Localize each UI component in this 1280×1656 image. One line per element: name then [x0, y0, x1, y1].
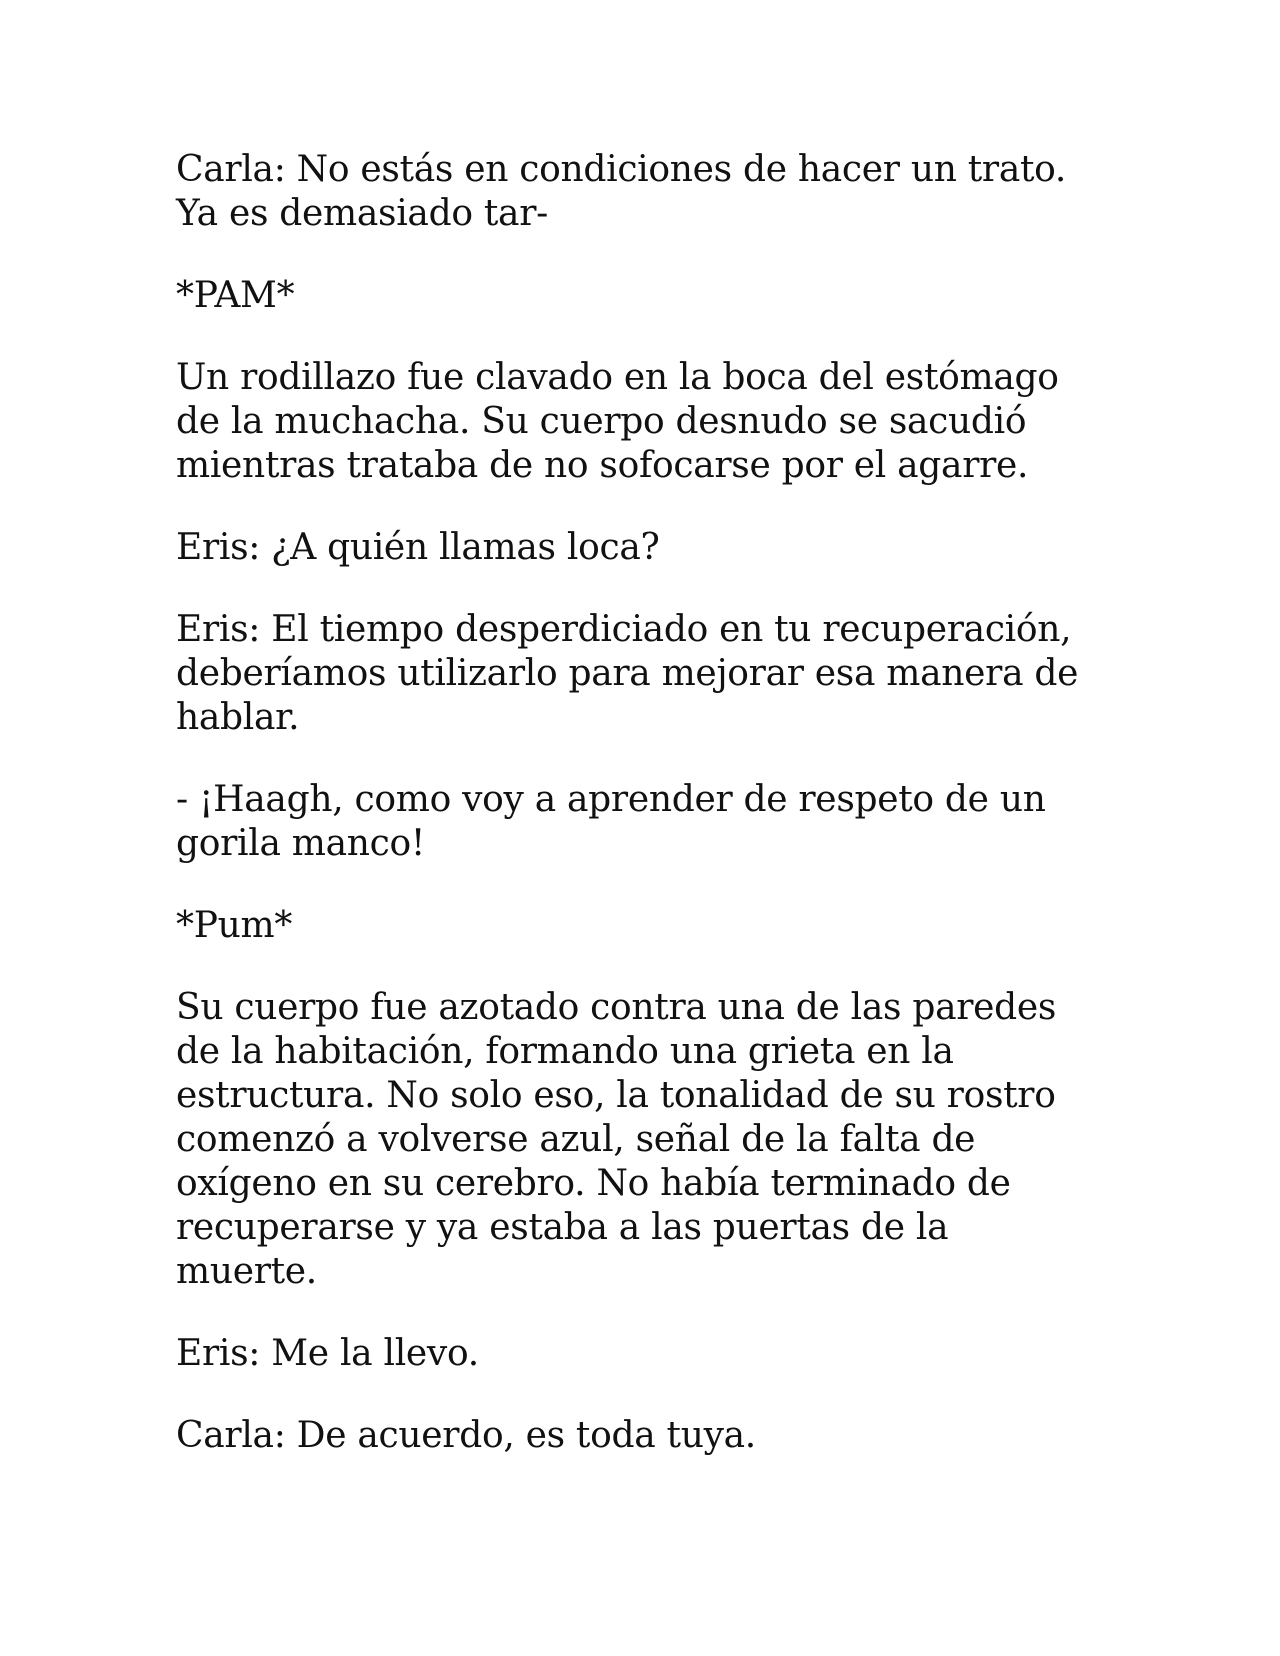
dialogue-carla-1: Carla: No estás en condiciones de hacer un trato. Ya es demasiado tar- [176, 149, 1067, 234]
dialogue-eris-3: Eris: Me la llevo. [176, 1333, 479, 1374]
dialogue-carla-2: Carla: De acuerdo, es toda tuya. [176, 1415, 756, 1456]
sound-effect-pum: *Pum* [176, 905, 293, 946]
narration-paragraph-2: Su cuerpo fue azotado contra una de las paredes de la habitación, formando una grieta en la estructura. No solo eso, la tonalidad de su rostro comenzó a volverse azul, señal de la falta de oxígeno en su cerebro. No había terminado de recuperarse y ya estaba a las puertas de la muerte. [176, 987, 1057, 1292]
dialogue-eris-1: Eris: ¿A quién llamas loca? [176, 527, 660, 568]
narration-paragraph-1: Un rodillazo fue clavado en la boca del estómago de la muchacha. Su cuerpo desnudo se sacudió mientras trataba de no sofocarse por el agarre. [176, 357, 1059, 486]
document-page [176, 148, 1116, 1496]
dialogue-reply: - ¡Haagh, como voy a aprender de respeto de un gorila manco! [176, 779, 1046, 864]
sound-effect-pam: *PAM* [176, 275, 295, 316]
dialogue-eris-2: Eris: El tiempo desperdiciado en tu recuperación, deberíamos utilizarlo para mejorar esa manera de hablar. [176, 609, 1079, 738]
